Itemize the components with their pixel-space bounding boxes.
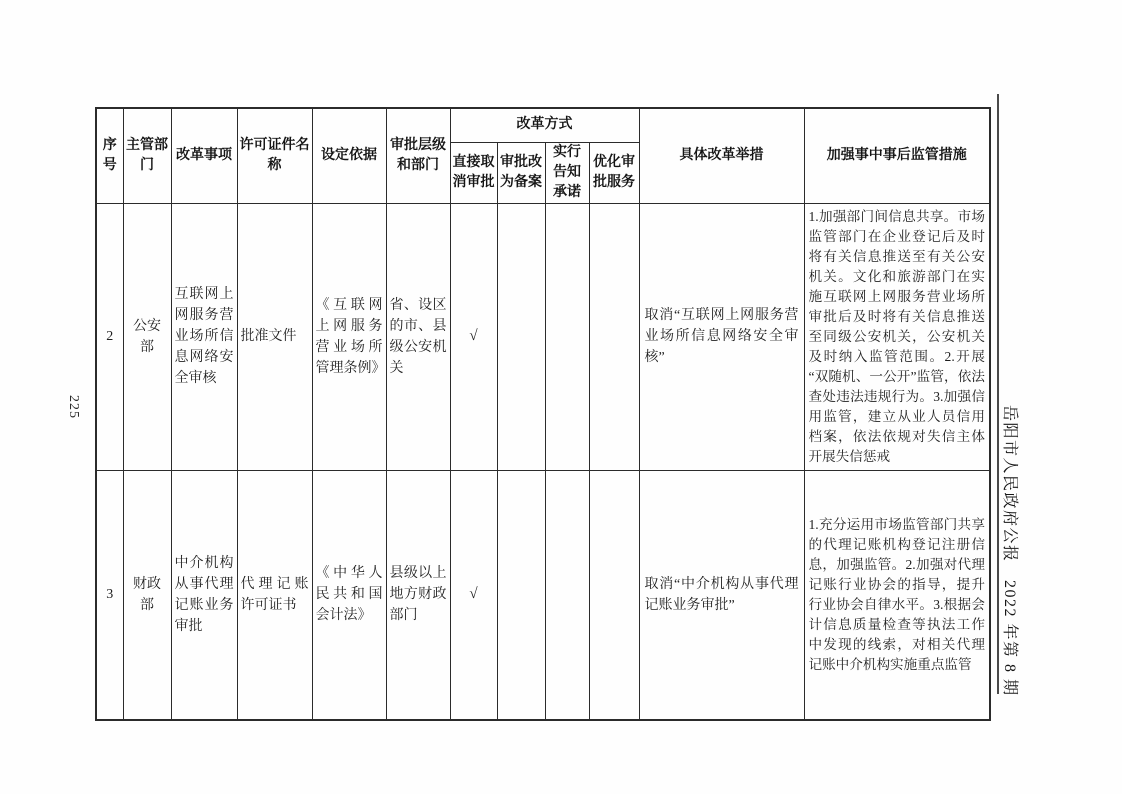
cell-method-cancel-checkmark: √: [450, 203, 497, 470]
cell-specific-measures: 取消“中介机构从事代理记账业务审批”: [639, 470, 804, 720]
cell-method-to-record: [497, 203, 545, 470]
cell-approval-level: 县级以上地方财政部门: [386, 470, 450, 720]
header-serial: 序号: [96, 108, 123, 203]
cell-supervision-measures: 1.加强部门间信息共享。市场监管部门在企业登记后及时将有关信息推送至有关公安机关。文化和旅游部门在实施互联网上网服务营业场所审批后及时将有关信息推送至同级公安机关，公安机关及时纳入监管范围。2.开展“双随机、一公开”监管，依法查处违法违规行为。3.加强信用监管，建立从业人员信用档案，依法依规对失信主体开展失信惩戒: [804, 203, 990, 470]
header-row-1: [96, 108, 990, 142]
header-method-to-record: 审批改为备案: [497, 142, 545, 203]
header-reform-method-group: 改革方式: [450, 108, 639, 142]
cell-license-name: 批准文件: [237, 203, 312, 470]
cell-reform-item: 互联网上网服务营业场所信息网络安全审核: [171, 203, 237, 470]
cell-method-to-record: [497, 470, 545, 720]
header-method-cancel: 直接取消审批: [450, 142, 497, 203]
cell-method-cancel-checkmark: √: [450, 470, 497, 720]
cell-license-name: 代理记账许可证书: [237, 470, 312, 720]
header-approval-level: 审批层级和部门: [386, 108, 450, 203]
cell-approval-level: 省、设区的市、县级公安机关: [386, 203, 450, 470]
header-method-optimize: 优化审批服务: [589, 142, 639, 203]
cell-setting-basis: 《中华人民共和国会计法》: [312, 470, 386, 720]
header-license-name: 许可证件名称: [237, 108, 312, 203]
cell-department: 公安部: [123, 203, 171, 470]
journal-title-vertical: 岳阳市人民政府公报 2022 年第 8 期: [1001, 405, 1018, 697]
cell-specific-measures: 取消“互联网上网服务营业场所信息网络安全审核”: [639, 203, 804, 470]
cell-serial: 2: [96, 203, 123, 470]
cell-department: 财政部: [123, 470, 171, 720]
cell-serial: 3: [96, 470, 123, 720]
header-supervision-measures: 加强事中事后监管措施: [804, 108, 990, 203]
reform-items-table: [95, 107, 991, 721]
cell-method-optimize: [589, 203, 639, 470]
table-row-3: [96, 470, 990, 720]
cell-supervision-measures: 1.充分运用市场监管部门共享的代理记账机构登记注册信息，加强监管。2.加强对代理记账行业协会的指导，提升行业协会自律水平。3.根据会计信息质量检查等执法工作中发现的线索，对相关代理记账中介机构实施重点监管: [804, 470, 990, 720]
header-reform-item: 改革事项: [171, 108, 237, 203]
header-department: 主管部门: [123, 108, 171, 203]
header-setting-basis: 设定依据: [312, 108, 386, 203]
vertical-divider-rule: [997, 94, 999, 694]
table-row-2: [96, 203, 990, 470]
page-number: 225: [66, 395, 81, 419]
header-specific-measures: 具体改革举措: [639, 108, 804, 203]
cell-method-commitment: [545, 470, 589, 720]
cell-setting-basis: 《互联网上网服务营业场所管理条例》: [312, 203, 386, 470]
cell-method-optimize: [589, 470, 639, 720]
cell-reform-item: 中介机构从事代理记账业务审批: [171, 470, 237, 720]
cell-method-commitment: [545, 203, 589, 470]
header-method-commitment: 实行告知承诺: [545, 142, 589, 203]
